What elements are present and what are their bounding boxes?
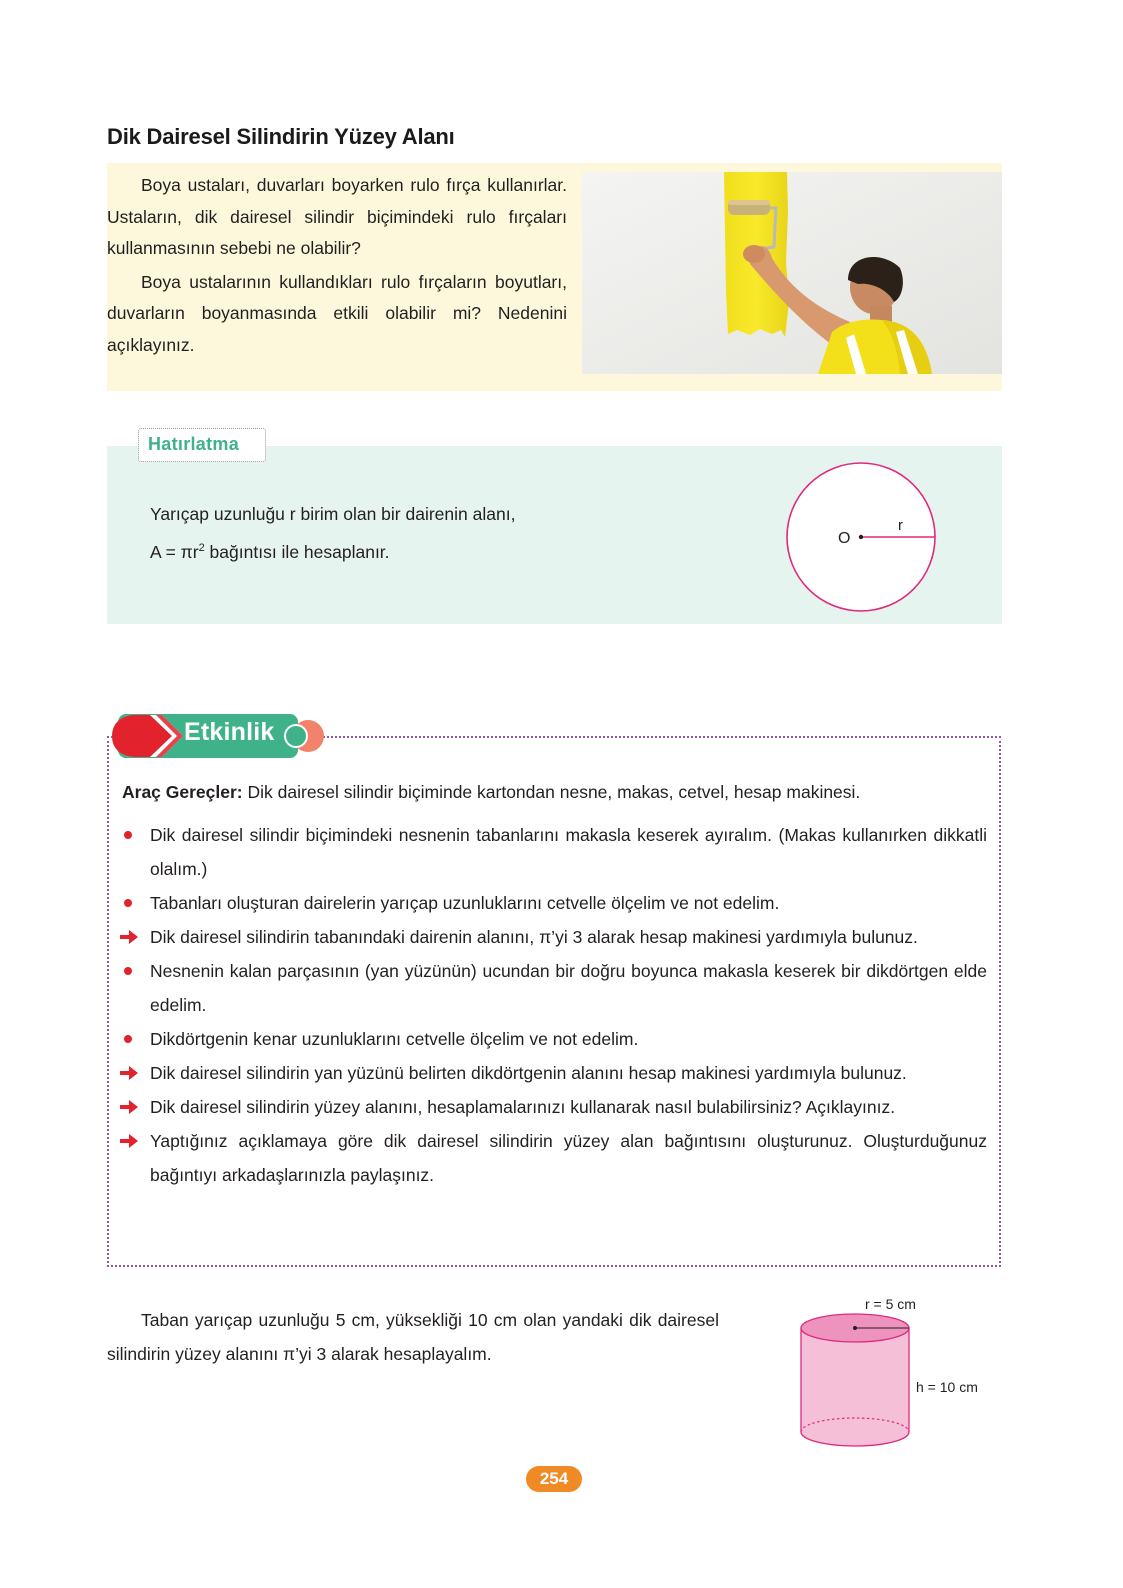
cylinder-radius-label: r = 5 cm: [865, 1296, 916, 1312]
activity-step: [115, 1022, 987, 1056]
reminder-text-line-1: Yarıçap uzunluğu r birim olan bir dairenin alanı,: [150, 504, 516, 524]
cylinder-height-label: h = 10 cm: [916, 1379, 978, 1395]
activity-step: [115, 954, 987, 1022]
example-sentence: Taban yarıçap uzunluğu 5 cm, yüksekliği 10 cm olan yandaki dik dairesel silindirin yüzey alanını π’yi 3 alarak hesaplayalım.: [107, 1310, 719, 1364]
activity-step-text: Dik dairesel silindirin yan yüzünü belirten dikdörtgenin alanını hesap makinesi yardımıyla bulunuz.: [150, 1063, 907, 1083]
activity-title: Etkinlik: [184, 718, 275, 746]
red-arrow-icon: [119, 929, 139, 945]
activity-step: [115, 1124, 987, 1192]
activity-step: [115, 920, 987, 954]
circle-figure: [780, 456, 942, 618]
formula-exponent: 2: [198, 542, 205, 555]
example-text: [107, 1303, 719, 1371]
red-arrow-icon: [119, 1133, 139, 1149]
activity-step-text: Yaptığınız açıklamaya göre dik dairesel silindirin yüzey alan bağıntısını oluşturunuz. Oluşturduğunuz bağıntıyı arkadaşlarınızla paylaşınız.: [150, 1131, 987, 1185]
red-arrow-icon: [119, 1065, 139, 1081]
tools-text: Dik dairesel silindir biçiminde kartondan nesne, makas, cetvel, hesap makinesi.: [242, 782, 861, 802]
formula-suffix: bağıntısı ile hesaplanır.: [204, 542, 390, 562]
intro-paragraph-1: Boya ustaları, duvarları boyarken rulo fırça kullanırlar. Ustaların, dik dairesel silindir biçimindeki rulo fırçaları kullanmasının sebebi ne olabilir?: [107, 175, 567, 258]
tools-line: [122, 782, 982, 803]
page-title: Dik Dairesel Silindirin Yüzey Alanı: [107, 124, 455, 149]
red-arrow-icon: [119, 1099, 139, 1115]
center-point: [859, 535, 863, 539]
formula-prefix: A = πr: [150, 542, 199, 562]
center-label: O: [838, 530, 851, 547]
cylinder-figure: [795, 1290, 1005, 1452]
activity-step: [115, 1056, 987, 1090]
page-number: 254: [526, 1466, 582, 1492]
intro-text: [107, 170, 567, 363]
activity-step-text: Dik dairesel silindir biçimindeki nesnenin tabanlarını makasla keserek ayıralım. (Makas kullanırken dikkatli olalım.): [150, 825, 987, 879]
activity-step-text: Dik dairesel silindirin tabanındaki dairenin alanını, π’yi 3 alarak hesap makinesi yardımıyla bulunuz.: [150, 927, 918, 947]
activity-step-text: Tabanları oluşturan dairelerin yarıçap uzunluklarını cetvelle ölçelim ve not edelim.: [150, 893, 780, 913]
radius-label: r: [898, 517, 903, 534]
activity-step: [115, 1090, 987, 1124]
reminder-tag: Hatırlatma: [138, 428, 266, 462]
activity-step: [115, 886, 987, 920]
circle-area-formula: [150, 542, 390, 563]
intro-paragraph-2: Boya ustalarının kullandıkları rulo fırçaların boyutları, duvarların boyanmasında etkili olabilir mi? Nedenini açıklayınız.: [107, 271, 567, 355]
activity-step-text: Dik dairesel silindirin yüzey alanını, hesaplamalarınızı kullanarak nasıl bulabilirsiniz? Açıklayınız.: [150, 1097, 896, 1117]
activity-step-text: Nesnenin kalan parçasının (yan yüzünün) ucundan bir doğru boyunca makasla keserek bir dikdörtgen elde edelim.: [150, 961, 987, 1015]
tools-label: Araç Gereçler:: [122, 782, 243, 802]
activity-steps: [115, 818, 987, 1192]
activity-step-text: Dikdörtgenin kenar uzunluklarını cetvelle ölçelim ve not edelim.: [150, 1029, 639, 1049]
painter-photo: [582, 172, 1002, 374]
activity-step: [115, 818, 987, 886]
